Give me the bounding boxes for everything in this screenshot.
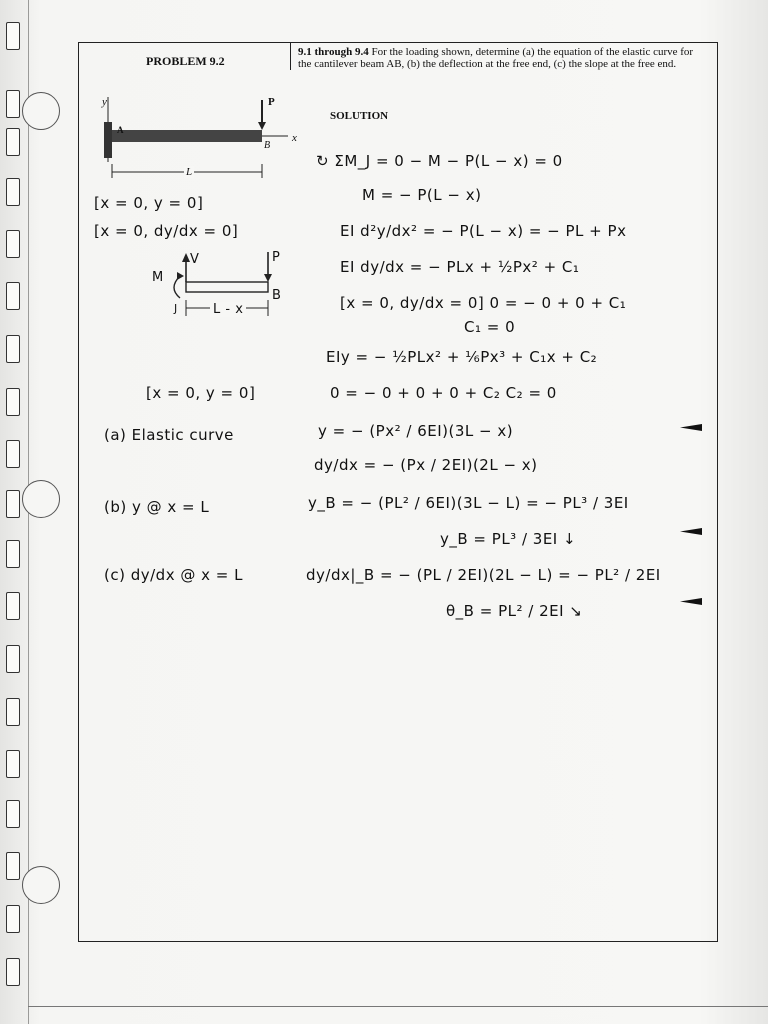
boundary-condition-3: [x = 0, y = 0] (146, 384, 256, 402)
binder-tab (6, 958, 20, 986)
binder-tab (6, 22, 20, 50)
fig-label-B: B (264, 140, 271, 151)
fig-label-P: P (268, 96, 275, 108)
fig-label-x: x (292, 132, 297, 144)
slope-expression: dy/dx = − (Px / 2EI)(2L − x) (314, 456, 538, 474)
deflection-at-b-derivation: y_B = − (PL² / 6EI)(3L − L) = − PL³ / 3EI (308, 494, 629, 512)
part-c-label: (c) dy/dx @ x = L (104, 566, 243, 584)
punch-hole (22, 92, 60, 130)
moment-arrow-head (177, 272, 184, 280)
problem-label: PROBLEM 9.2 (146, 54, 225, 68)
binder-tab (6, 490, 20, 518)
deflection-equation: EIy = − ½PLx² + ⅙Px³ + C₁x + C₂ (326, 348, 598, 366)
fbd-label-span: L - x (210, 302, 246, 317)
fbd-label-B: B (272, 288, 282, 303)
cantilever-beam-figure (98, 92, 318, 182)
boundary-condition-1: [x = 0, y = 0] (94, 194, 204, 212)
beam-body (112, 130, 262, 142)
fig-label-A: A (117, 125, 124, 135)
fbd-label-V: V (190, 252, 200, 267)
slope-at-b-answer: θ_B = PL² / 2EI ↘ (446, 602, 583, 620)
binder-tab (6, 282, 20, 310)
fbd-load-arrow-head (264, 274, 272, 282)
load-arrow-head (258, 122, 266, 130)
slope-equation: EI dy/dx = − PLx + ½Px² + C₁ (340, 258, 580, 276)
statement-lead: 9.1 through 9.4 (298, 46, 369, 58)
moment-expression: M = − P(L − x) (362, 186, 482, 204)
problem-statement (298, 46, 698, 70)
slope-at-b-derivation: dy/dx|_B = − (PL / 2EI)(2L − L) = − PL² / 2EI (306, 566, 661, 584)
binder-tab (6, 440, 20, 468)
binder-tab (6, 592, 20, 620)
binder-tab (6, 852, 20, 880)
bottom-rule (28, 1006, 768, 1007)
punch-hole (22, 866, 60, 904)
equilibrium-equation: ↻ ΣM_J = 0 − M − P(L − x) = 0 (316, 152, 563, 170)
constant-c2-equation: 0 = − 0 + 0 + 0 + C₂ C₂ = 0 (330, 384, 557, 402)
punch-hole (22, 480, 60, 518)
free-body-diagram (168, 250, 288, 330)
header-divider (290, 42, 291, 70)
fbd-label-M: M (152, 270, 164, 285)
binder-tab (6, 335, 20, 363)
binder-tab (6, 388, 20, 416)
fbd-beam (186, 282, 268, 292)
binder-tab (6, 90, 20, 118)
binder-tab (6, 750, 20, 778)
binder-tab (6, 905, 20, 933)
deflection-at-b-answer: y_B = PL³ / 3EI ↓ (440, 530, 577, 548)
binder-tab (6, 540, 20, 568)
fig-label-y: y (102, 96, 107, 108)
binder-tab (6, 128, 20, 156)
binder-tab (6, 800, 20, 828)
statement-text: For the loading shown, determine (a) the equation of the elastic curve for the cantilever beam AB, (b) the deflection at the free end, (c) the slope at the free end. (298, 46, 694, 70)
shear-arrow-head (182, 253, 190, 262)
binder-tab (6, 230, 20, 258)
boundary-condition-2: [x = 0, dy/dx = 0] (94, 222, 239, 240)
binder-tab (6, 178, 20, 206)
fbd-label-P: P (272, 250, 281, 265)
part-b-label: (b) y @ x = L (104, 498, 210, 516)
fbd-label-J: J (174, 302, 178, 315)
wall-support (104, 122, 112, 158)
elastic-curve-answer: y = − (Px² / 6EI)(3L − x) (318, 422, 514, 440)
second-derivative-equation: EI d²y/dx² = − P(L − x) = − PL + Px (340, 222, 627, 240)
binder-tab (6, 645, 20, 673)
solution-heading: SOLUTION (330, 110, 389, 122)
slope-boundary-condition: [x = 0, dy/dx = 0] 0 = − 0 + 0 + C₁ (340, 294, 627, 312)
part-a-label: (a) Elastic curve (104, 426, 234, 444)
fig-label-L: L (186, 166, 193, 178)
binder-tab (6, 698, 20, 726)
constant-c1: C₁ = 0 (464, 318, 516, 336)
